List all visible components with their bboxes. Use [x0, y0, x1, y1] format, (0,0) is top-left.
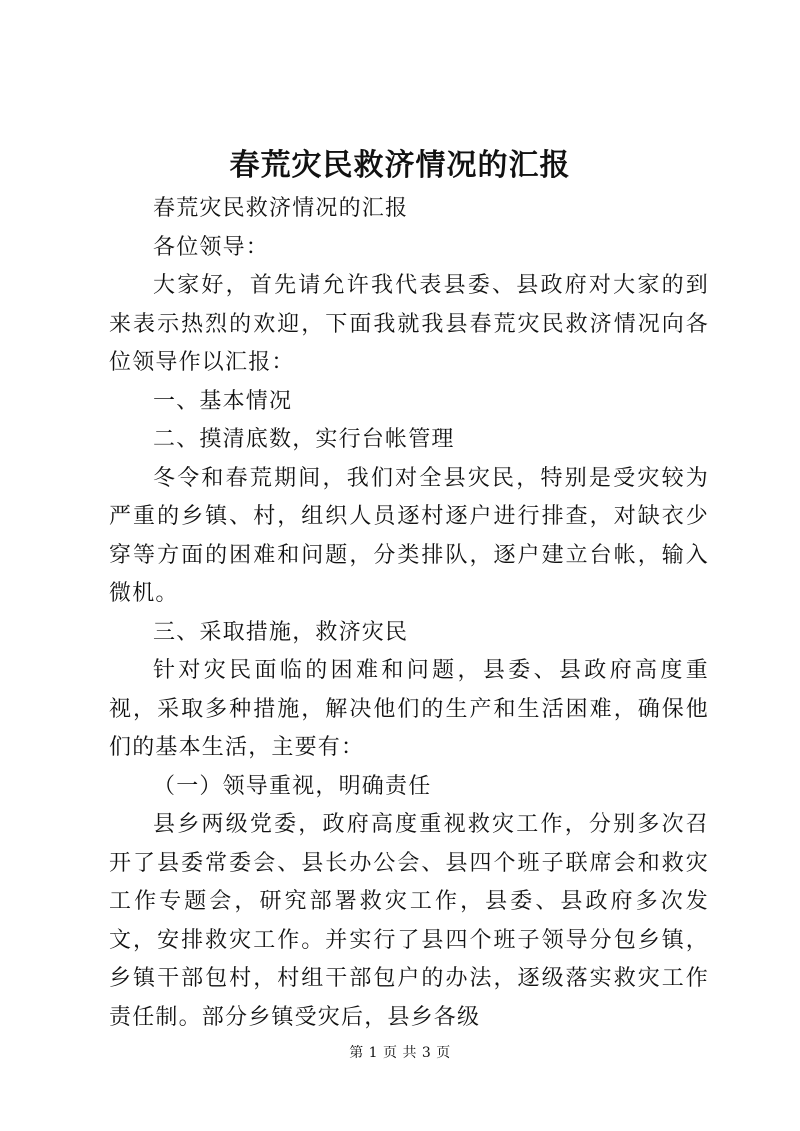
paragraph-subtitle: 春荒灾民救济情况的汇报: [153, 196, 409, 221]
paragraph-measures-intro: 针对灾民面临的困难和问题，县委、县政府高度重视，采取多种措施，解决他们的生产和生活困难，确保他们的基本生活，主要有：: [109, 658, 709, 760]
paragraph-opening: 大家好，首先请允许我代表县委、县政府对大家的到来表示热烈的欢迎，下面我就我县春荒灾民救济情况向各位领导作以汇报：: [109, 273, 709, 375]
section-heading-basic-situation: 一、基本情况: [153, 388, 293, 414]
subsection-heading-leadership: （一）领导重视，明确责任: [153, 773, 432, 799]
page-number-footer: 第 1 页 共 3 页: [349, 1045, 451, 1061]
section-heading-ledger-management: 二、摸清底数，实行台帐管理: [153, 427, 455, 452]
section-heading-measures: 三、采取措施，救济灾民: [153, 619, 409, 645]
paragraph-investigation: 冬令和春荒期间，我们对全县灾民，特别是受灾较为严重的乡镇、村，组织人员逐村逐户进行排查，对缺衣少穿等方面的困难和问题，分类排队，逐户建立台帐，输入微机。: [109, 465, 709, 606]
document-title: 春荒灾民救济情况的汇报: [229, 148, 571, 183]
paragraph-salutation: 各位领导：: [153, 234, 270, 260]
document-body: [109, 190, 709, 1037]
paragraph-leadership: 县乡两级党委，政府高度重视救灾工作，分别多次召开了县委常委会、县长办公会、县四个班子联席会和救灾工作专题会，研究部署救灾工作，县委、县政府多次发文，安排救灾工作。并实行了县四个班子领导分包乡镇，乡镇干部包村，村组干部包户的办法，逐级落实救灾工作责任制。部分乡镇受灾后，县乡各级: [109, 812, 709, 1030]
